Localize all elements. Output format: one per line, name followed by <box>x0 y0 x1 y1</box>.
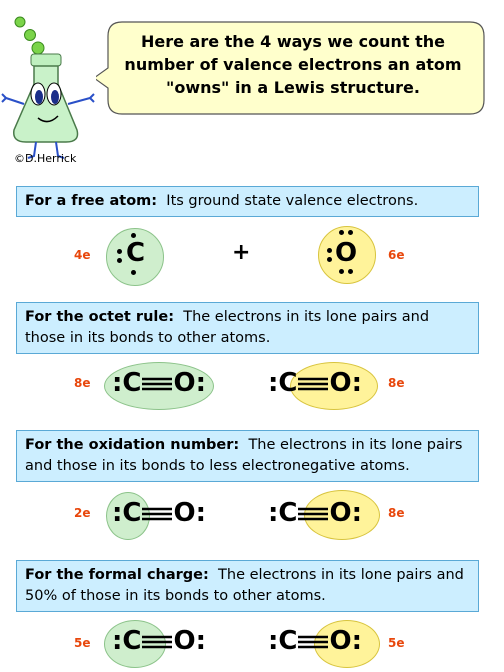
right-electron-count: 6e <box>388 248 405 262</box>
header-text: The electrons in its lone pairs and 50% of those in its bonds to other atoms. <box>25 567 464 604</box>
right-electron-count: 8e <box>388 506 405 520</box>
header-text: The electrons in its lone pairs and those in its bonds to less electronegative atoms. <box>25 437 463 474</box>
header-title: For a free atom: <box>25 193 158 209</box>
carbon-label: :C <box>112 368 142 398</box>
header-octet-rule <box>16 302 479 354</box>
triple-bond-icon <box>298 377 328 391</box>
co-structure <box>112 626 206 656</box>
header-title: For the formal charge: <box>25 567 209 583</box>
co-structure <box>268 626 362 656</box>
co-structure <box>268 368 362 398</box>
carbon-label: :C <box>268 368 298 398</box>
oxygen-label: O: <box>329 368 362 398</box>
co-structure <box>268 498 362 528</box>
speech-text: Here are the 4 ways we count the number of valence electrons an atom "owns" in a Lewis structure. <box>124 32 462 97</box>
credit-text: ©D.Herrick <box>14 152 77 165</box>
left-electron-count: 4e <box>74 248 91 262</box>
co-structure <box>112 368 206 398</box>
left-electron-count: 2e <box>74 506 91 520</box>
carbon-label: :C <box>112 498 142 528</box>
header-title: For the oxidation number: <box>25 437 240 453</box>
triple-bond-icon <box>142 507 172 521</box>
triple-bond-icon <box>298 507 328 521</box>
header-formal-charge <box>16 560 479 612</box>
oxygen-label: O: <box>173 626 206 656</box>
oxygen-label: O: <box>329 498 362 528</box>
oxygen-label: O: <box>329 626 362 656</box>
header-title: For the octet rule: <box>25 309 174 325</box>
oxygen-atom: O <box>335 238 358 268</box>
carbon-atom: C <box>126 238 146 268</box>
left-electron-count: 5e <box>74 636 91 650</box>
plus-sign: + <box>232 240 251 265</box>
header-oxidation-number <box>16 430 479 482</box>
carbon-label: :C <box>268 498 298 528</box>
co-structure <box>112 498 206 528</box>
oxygen-label: O: <box>173 498 206 528</box>
header-text: Its ground state valence electrons. <box>166 193 419 209</box>
right-electron-count: 5e <box>388 636 405 650</box>
triple-bond-icon <box>298 635 328 649</box>
right-electron-count: 8e <box>388 376 405 390</box>
oxygen-label: O: <box>173 368 206 398</box>
left-electron-count: 8e <box>74 376 91 390</box>
flask-mascot-icon <box>0 0 110 170</box>
header-free-atom <box>16 186 479 217</box>
carbon-label: :C <box>112 626 142 656</box>
triple-bond-icon <box>142 635 172 649</box>
carbon-label: :C <box>268 626 298 656</box>
header-text: The electrons in its lone pairs and those in its bonds to other atoms. <box>25 309 430 346</box>
triple-bond-icon <box>142 377 172 391</box>
